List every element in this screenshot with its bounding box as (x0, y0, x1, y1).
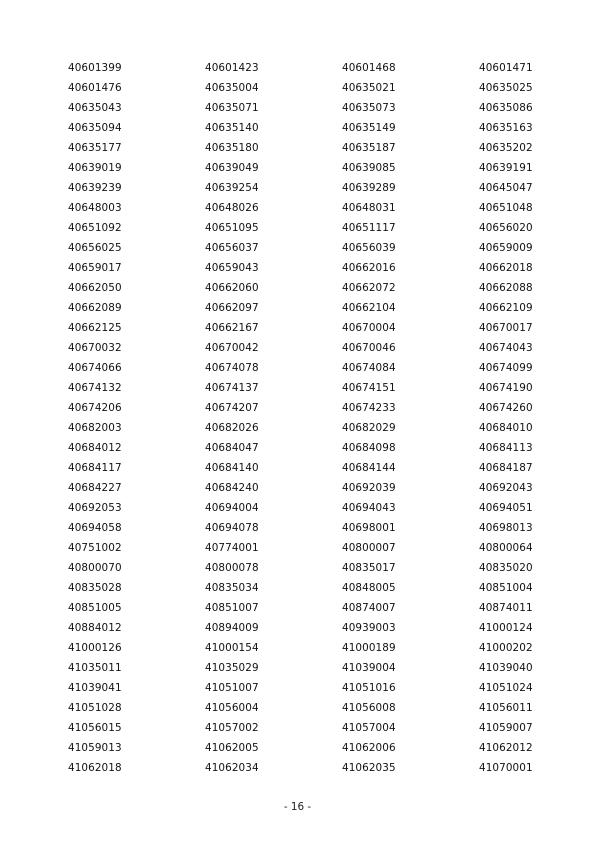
code-cell: 40684227 (68, 482, 122, 494)
code-cell: 40601399 (68, 62, 122, 74)
table-row (68, 318, 548, 338)
code-cell: 41062018 (68, 762, 122, 774)
code-cell: 40635187 (342, 142, 396, 154)
code-cell: 41051028 (68, 702, 122, 714)
code-cell: 40684047 (205, 442, 259, 454)
table-row (68, 358, 548, 378)
code-cell: 40639289 (342, 182, 396, 194)
code-cell: 40635140 (205, 122, 259, 134)
table-row (68, 438, 548, 458)
code-cell: 40694043 (342, 502, 396, 514)
table-row (68, 658, 548, 678)
code-cell: 41039004 (342, 662, 396, 674)
code-cell: 40674207 (205, 402, 259, 414)
code-cell: 40639191 (479, 162, 533, 174)
table-row (68, 558, 548, 578)
code-cell: 40662088 (479, 282, 533, 294)
code-cell: 40674084 (342, 362, 396, 374)
code-cell: 40662072 (342, 282, 396, 294)
code-cell: 41056004 (205, 702, 259, 714)
code-cell: 40674043 (479, 342, 533, 354)
code-cell: 41000124 (479, 622, 533, 634)
code-cell: 40694004 (205, 502, 259, 514)
code-cell: 40698001 (342, 522, 396, 534)
code-cell: 40635025 (479, 82, 533, 94)
code-cell: 40648031 (342, 202, 396, 214)
code-cell: 41000202 (479, 642, 533, 654)
code-cell: 40674066 (68, 362, 122, 374)
table-row (68, 298, 548, 318)
code-cell: 40835020 (479, 562, 533, 574)
code-table (68, 58, 548, 778)
code-cell: 40682003 (68, 422, 122, 434)
table-row (68, 618, 548, 638)
code-cell: 40648003 (68, 202, 122, 214)
code-cell: 40674137 (205, 382, 259, 394)
code-cell: 40635043 (68, 102, 122, 114)
code-cell: 41051016 (342, 682, 396, 694)
code-cell: 40884012 (68, 622, 122, 634)
table-row (68, 138, 548, 158)
code-cell: 40635163 (479, 122, 533, 134)
code-cell: 40684140 (205, 462, 259, 474)
code-cell: 40651048 (479, 202, 533, 214)
table-row (68, 518, 548, 538)
code-cell: 40800064 (479, 542, 533, 554)
code-cell: 40835028 (68, 582, 122, 594)
code-cell: 40635180 (205, 142, 259, 154)
code-cell: 40800070 (68, 562, 122, 574)
table-row (68, 58, 548, 78)
code-cell: 40774001 (205, 542, 259, 554)
code-cell: 40670042 (205, 342, 259, 354)
table-row (68, 598, 548, 618)
code-cell: 40662018 (479, 262, 533, 274)
table-row (68, 258, 548, 278)
code-cell: 41062005 (205, 742, 259, 754)
code-cell: 40851007 (205, 602, 259, 614)
table-row (68, 758, 548, 778)
code-cell: 40800007 (342, 542, 396, 554)
code-cell: 41057004 (342, 722, 396, 734)
code-cell: 40635094 (68, 122, 122, 134)
code-cell: 40684010 (479, 422, 533, 434)
table-row (68, 738, 548, 758)
code-cell: 40684098 (342, 442, 396, 454)
code-cell: 40835034 (205, 582, 259, 594)
code-cell: 40656025 (68, 242, 122, 254)
code-cell: 40851004 (479, 582, 533, 594)
code-cell: 40662016 (342, 262, 396, 274)
table-row (68, 478, 548, 498)
code-cell: 40662125 (68, 322, 122, 334)
code-cell: 40639019 (68, 162, 122, 174)
code-cell: 40635004 (205, 82, 259, 94)
code-cell: 40659017 (68, 262, 122, 274)
code-cell: 40684240 (205, 482, 259, 494)
code-cell: 40635086 (479, 102, 533, 114)
table-row (68, 498, 548, 518)
code-cell: 40692053 (68, 502, 122, 514)
code-cell: 40835017 (342, 562, 396, 574)
code-cell: 40692043 (479, 482, 533, 494)
code-cell: 40674078 (205, 362, 259, 374)
code-cell: 41062034 (205, 762, 259, 774)
code-cell: 41070001 (479, 762, 533, 774)
code-cell: 40639049 (205, 162, 259, 174)
code-cell: 40694058 (68, 522, 122, 534)
code-cell: 41059007 (479, 722, 533, 734)
code-cell: 40639254 (205, 182, 259, 194)
code-cell: 40635071 (205, 102, 259, 114)
table-row (68, 198, 548, 218)
code-cell: 40851005 (68, 602, 122, 614)
code-cell: 40674206 (68, 402, 122, 414)
table-row (68, 678, 548, 698)
code-cell: 40601476 (68, 82, 122, 94)
table-row (68, 698, 548, 718)
code-cell: 40684117 (68, 462, 122, 474)
code-cell: 40682026 (205, 422, 259, 434)
table-row (68, 218, 548, 238)
code-cell: 40656020 (479, 222, 533, 234)
table-row (68, 538, 548, 558)
code-cell: 41051007 (205, 682, 259, 694)
code-cell: 40648026 (205, 202, 259, 214)
code-cell: 41056011 (479, 702, 533, 714)
code-cell: 40662097 (205, 302, 259, 314)
table-row (68, 458, 548, 478)
table-row (68, 98, 548, 118)
code-cell: 41062035 (342, 762, 396, 774)
code-cell: 40656039 (342, 242, 396, 254)
code-cell: 40800078 (205, 562, 259, 574)
table-row (68, 418, 548, 438)
code-cell: 40662109 (479, 302, 533, 314)
table-row (68, 398, 548, 418)
code-cell: 41039041 (68, 682, 122, 694)
table-row (68, 338, 548, 358)
code-cell: 40692039 (342, 482, 396, 494)
code-cell: 40639085 (342, 162, 396, 174)
code-cell: 40662104 (342, 302, 396, 314)
code-cell: 40635149 (342, 122, 396, 134)
code-cell: 40670004 (342, 322, 396, 334)
code-cell: 40751002 (68, 542, 122, 554)
code-cell: 40698013 (479, 522, 533, 534)
code-cell: 40656037 (205, 242, 259, 254)
code-cell: 40670017 (479, 322, 533, 334)
code-cell: 40635073 (342, 102, 396, 114)
code-cell: 41000189 (342, 642, 396, 654)
table-row (68, 378, 548, 398)
code-cell: 40651095 (205, 222, 259, 234)
code-cell: 41059013 (68, 742, 122, 754)
code-cell: 40662050 (68, 282, 122, 294)
table-row (68, 238, 548, 258)
page-number: - 16 - (283, 801, 312, 813)
code-cell: 41000126 (68, 642, 122, 654)
code-cell: 41039040 (479, 662, 533, 674)
table-row (68, 578, 548, 598)
code-cell: 40684144 (342, 462, 396, 474)
code-cell: 40645047 (479, 182, 533, 194)
code-cell: 40601471 (479, 62, 533, 74)
code-cell: 40684187 (479, 462, 533, 474)
code-cell: 40874007 (342, 602, 396, 614)
code-cell: 40662167 (205, 322, 259, 334)
code-cell: 40635202 (479, 142, 533, 154)
code-cell: 40662060 (205, 282, 259, 294)
code-cell: 40674260 (479, 402, 533, 414)
code-cell: 41035029 (205, 662, 259, 674)
code-cell: 40874011 (479, 602, 533, 614)
table-row (68, 78, 548, 98)
code-cell: 40894009 (205, 622, 259, 634)
code-cell: 40635177 (68, 142, 122, 154)
code-cell: 41056015 (68, 722, 122, 734)
code-cell: 40670032 (68, 342, 122, 354)
code-cell: 40651092 (68, 222, 122, 234)
table-row (68, 118, 548, 138)
table-row (68, 158, 548, 178)
code-cell: 41000154 (205, 642, 259, 654)
code-cell: 40670046 (342, 342, 396, 354)
code-cell: 40674233 (342, 402, 396, 414)
code-cell: 40939003 (342, 622, 396, 634)
code-cell: 40674190 (479, 382, 533, 394)
code-cell: 41057002 (205, 722, 259, 734)
table-row (68, 638, 548, 658)
code-cell: 40659009 (479, 242, 533, 254)
code-cell: 40674099 (479, 362, 533, 374)
code-cell: 40694078 (205, 522, 259, 534)
code-cell: 40635021 (342, 82, 396, 94)
code-cell: 40601468 (342, 62, 396, 74)
table-row (68, 278, 548, 298)
code-cell: 40651117 (342, 222, 396, 234)
code-cell: 40659043 (205, 262, 259, 274)
table-row (68, 718, 548, 738)
table-row (68, 178, 548, 198)
code-cell: 40662089 (68, 302, 122, 314)
code-cell: 40684012 (68, 442, 122, 454)
code-cell: 40848005 (342, 582, 396, 594)
code-cell: 41056008 (342, 702, 396, 714)
code-cell: 40682029 (342, 422, 396, 434)
code-cell: 40674151 (342, 382, 396, 394)
code-cell: 40694051 (479, 502, 533, 514)
code-cell: 41062012 (479, 742, 533, 754)
code-cell: 40684113 (479, 442, 533, 454)
code-cell: 41051024 (479, 682, 533, 694)
code-cell: 40674132 (68, 382, 122, 394)
code-cell: 41035011 (68, 662, 122, 674)
code-cell: 40639239 (68, 182, 122, 194)
code-cell: 41062006 (342, 742, 396, 754)
code-cell: 40601423 (205, 62, 259, 74)
